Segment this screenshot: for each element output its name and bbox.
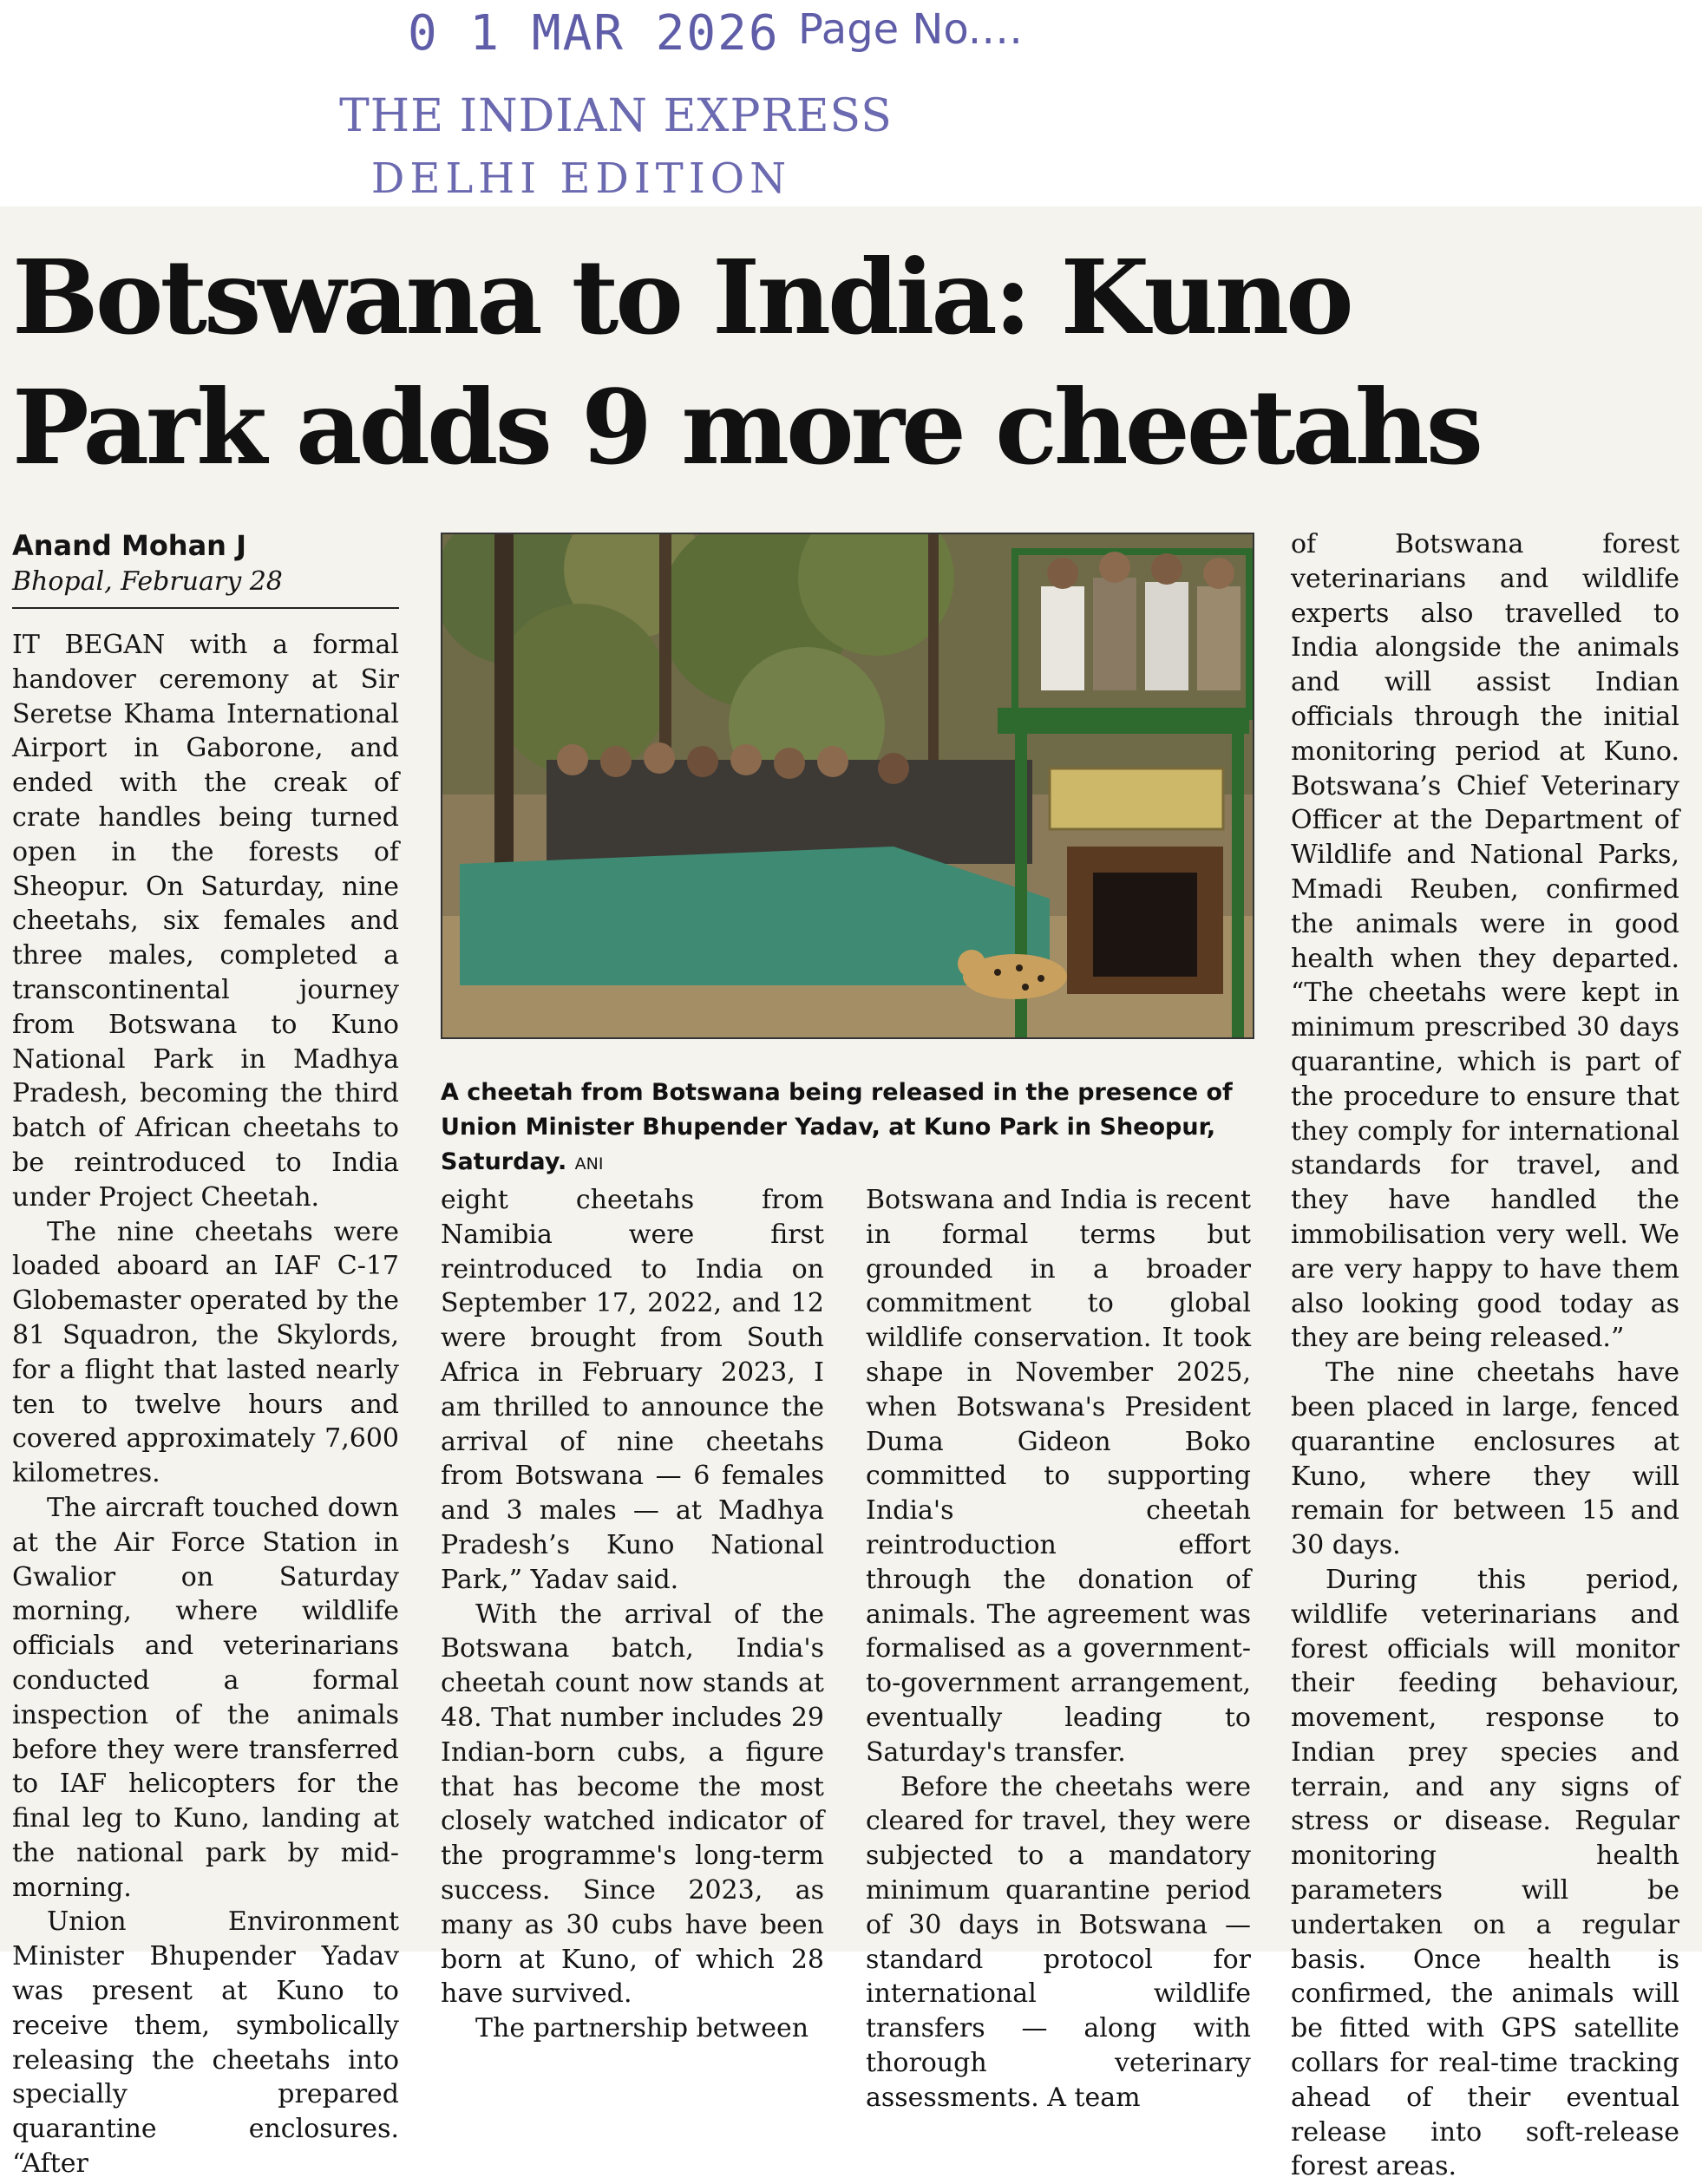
- article-photo: [441, 533, 1254, 1039]
- paragraph: With the arrival of the Botswana batch, India's cheetah count now stands at 48. That number includes 29 Indian-born cubs, a figure that has become the most closely watched indicator of the programme's long-term success. Since 2023, as many as 30 cubs have been born at Kuno, of which 28 have survived.: [441, 1599, 824, 2010]
- caption-text: A cheetah from Botswana being released in the presence of Union Minister Bhupender Yadav, at Kuno Park in Sheopur, Saturday.: [441, 1079, 1233, 1175]
- byline-divider: [12, 607, 399, 609]
- paragraph: The partnership between: [475, 2013, 809, 2044]
- newspaper-name-stamp: THE INDIAN EXPRESS: [339, 90, 893, 142]
- paragraph: The aircraft touched down at the Air Force Station in Gwalior on Saturday morning, where wildlife officials and veterinarians conducted a formal inspection of the animals before they were transferred to IAF helicopters for the final leg to Kuno, landing at the national park by mid-morning.: [12, 1492, 399, 1903]
- article-column-4: [1291, 527, 1679, 2184]
- article-column-3: [866, 1183, 1251, 2115]
- dateline: Bhopal, February 28: [12, 566, 283, 597]
- photo-credit: ANI: [574, 1154, 604, 1174]
- edition-stamp: DELHI EDITION: [370, 154, 792, 203]
- photo-caption: [441, 1076, 1251, 1181]
- paragraph: The nine cheetahs have been placed in large, fenced quarantine enclosures at Kuno, where they will remain for between 15 and 30 days.: [1291, 1357, 1679, 1561]
- paragraph: Union Environment Minister Bhupender Yadav was present at Kuno to receive them, symbolically releasing the cheetahs into specially prepared quarantine enclosures. “After: [12, 1906, 399, 2180]
- byline: [12, 527, 399, 600]
- paragraph: eight cheetahs from Namibia were first reintroduced to India on September 17, 2022, and 12 were brought from South Africa in February 2023, I am thrilled to announce the arrival of nine cheetahs from Botswana — 6 females and 3 males — at Madhya Pradesh’s Kuno National Park,” Yadav said.: [441, 1185, 824, 1595]
- headline-line-2: Park adds 9 more cheetahs: [12, 367, 1481, 487]
- article-column-1: [12, 628, 399, 2181]
- paragraph: During this period, wildlife veterinarians and forest officials will monitor their feeding behaviour, movement, response to Indian prey species and terrain, and any signs of stress or disease. Regular monitoring health parameters will be undertaken on a regular basis. Once health is confirmed, the animals will be fitted with GPS satellite collars for real-time tracking ahead of their eventual release into soft-release forest areas.: [1291, 1564, 1679, 2182]
- author-name: Anand Mohan J: [12, 529, 246, 562]
- paragraph: The nine cheetahs were loaded aboard an IAF C-17 Globemaster operated by the 81 Squadron, the Skylords, for a flight that lasted nearly ten to twelve hours and covered approximately 7,600 kilometres.: [12, 1216, 399, 1489]
- paragraph: of Botswana forest veterinarians and wildlife experts also travelled to India alongside the animals and will assist Indian officials through the initial monitoring period at Kuno. Botswana’s Chief Veterinary Officer at the Department of Wildlife and National Parks, Mmadi Reuben, confirmed the animals were in good health when they departed. “The cheetahs were kept in minimum prescribed 30 days quarantine, which is part of the procedure to ensure that they comply for international standards for travel, and they have handled the immobilisation very well. We are very happy to have them also looking good today as they are being released.”: [1291, 529, 1679, 1354]
- cheetah-release-photo: [442, 534, 1253, 1037]
- headline: [12, 232, 1686, 493]
- date-stamp: 0 1 MAR 2026: [408, 5, 780, 62]
- paragraph: Before the cheetahs were cleared for travel, they were subjected to a mandatory minimum quarantine period of 30 days in Botswana — standard protocol for international wildlife transfers — along with thorough veterinary assessments. A team: [866, 1771, 1251, 2113]
- headline-line-1: Botswana to India: Kuno: [12, 237, 1351, 357]
- article-column-2: [441, 1183, 824, 2046]
- paragraph: Botswana and India is recent in formal terms but grounded in a broader commitment to global wildlife conservation. It took shape in November 2025, when Botswana's President Duma Gideon Boko committed to supporting India's cheetah reintroduction effort through the donation of animals. The agreement was formalised as a government-to-government arrangement, eventually leading to Saturday's transfer.: [866, 1185, 1251, 1768]
- paragraph: IT BEGAN with a formal handover ceremony at Sir Seretse Khama International Airport in Gaborone, and ended with the creak of crate handles being turned open in the forests of Sheopur. On Saturday, nine cheetahs, six females and three males, completed a transcontinental journey from Botswana to Kuno National Park in Madhya Pradesh, becoming the third batch of African cheetahs to be reintroduced to India under Project Cheetah.: [12, 630, 399, 1213]
- page-number-stamp: Page No.…: [798, 5, 1024, 54]
